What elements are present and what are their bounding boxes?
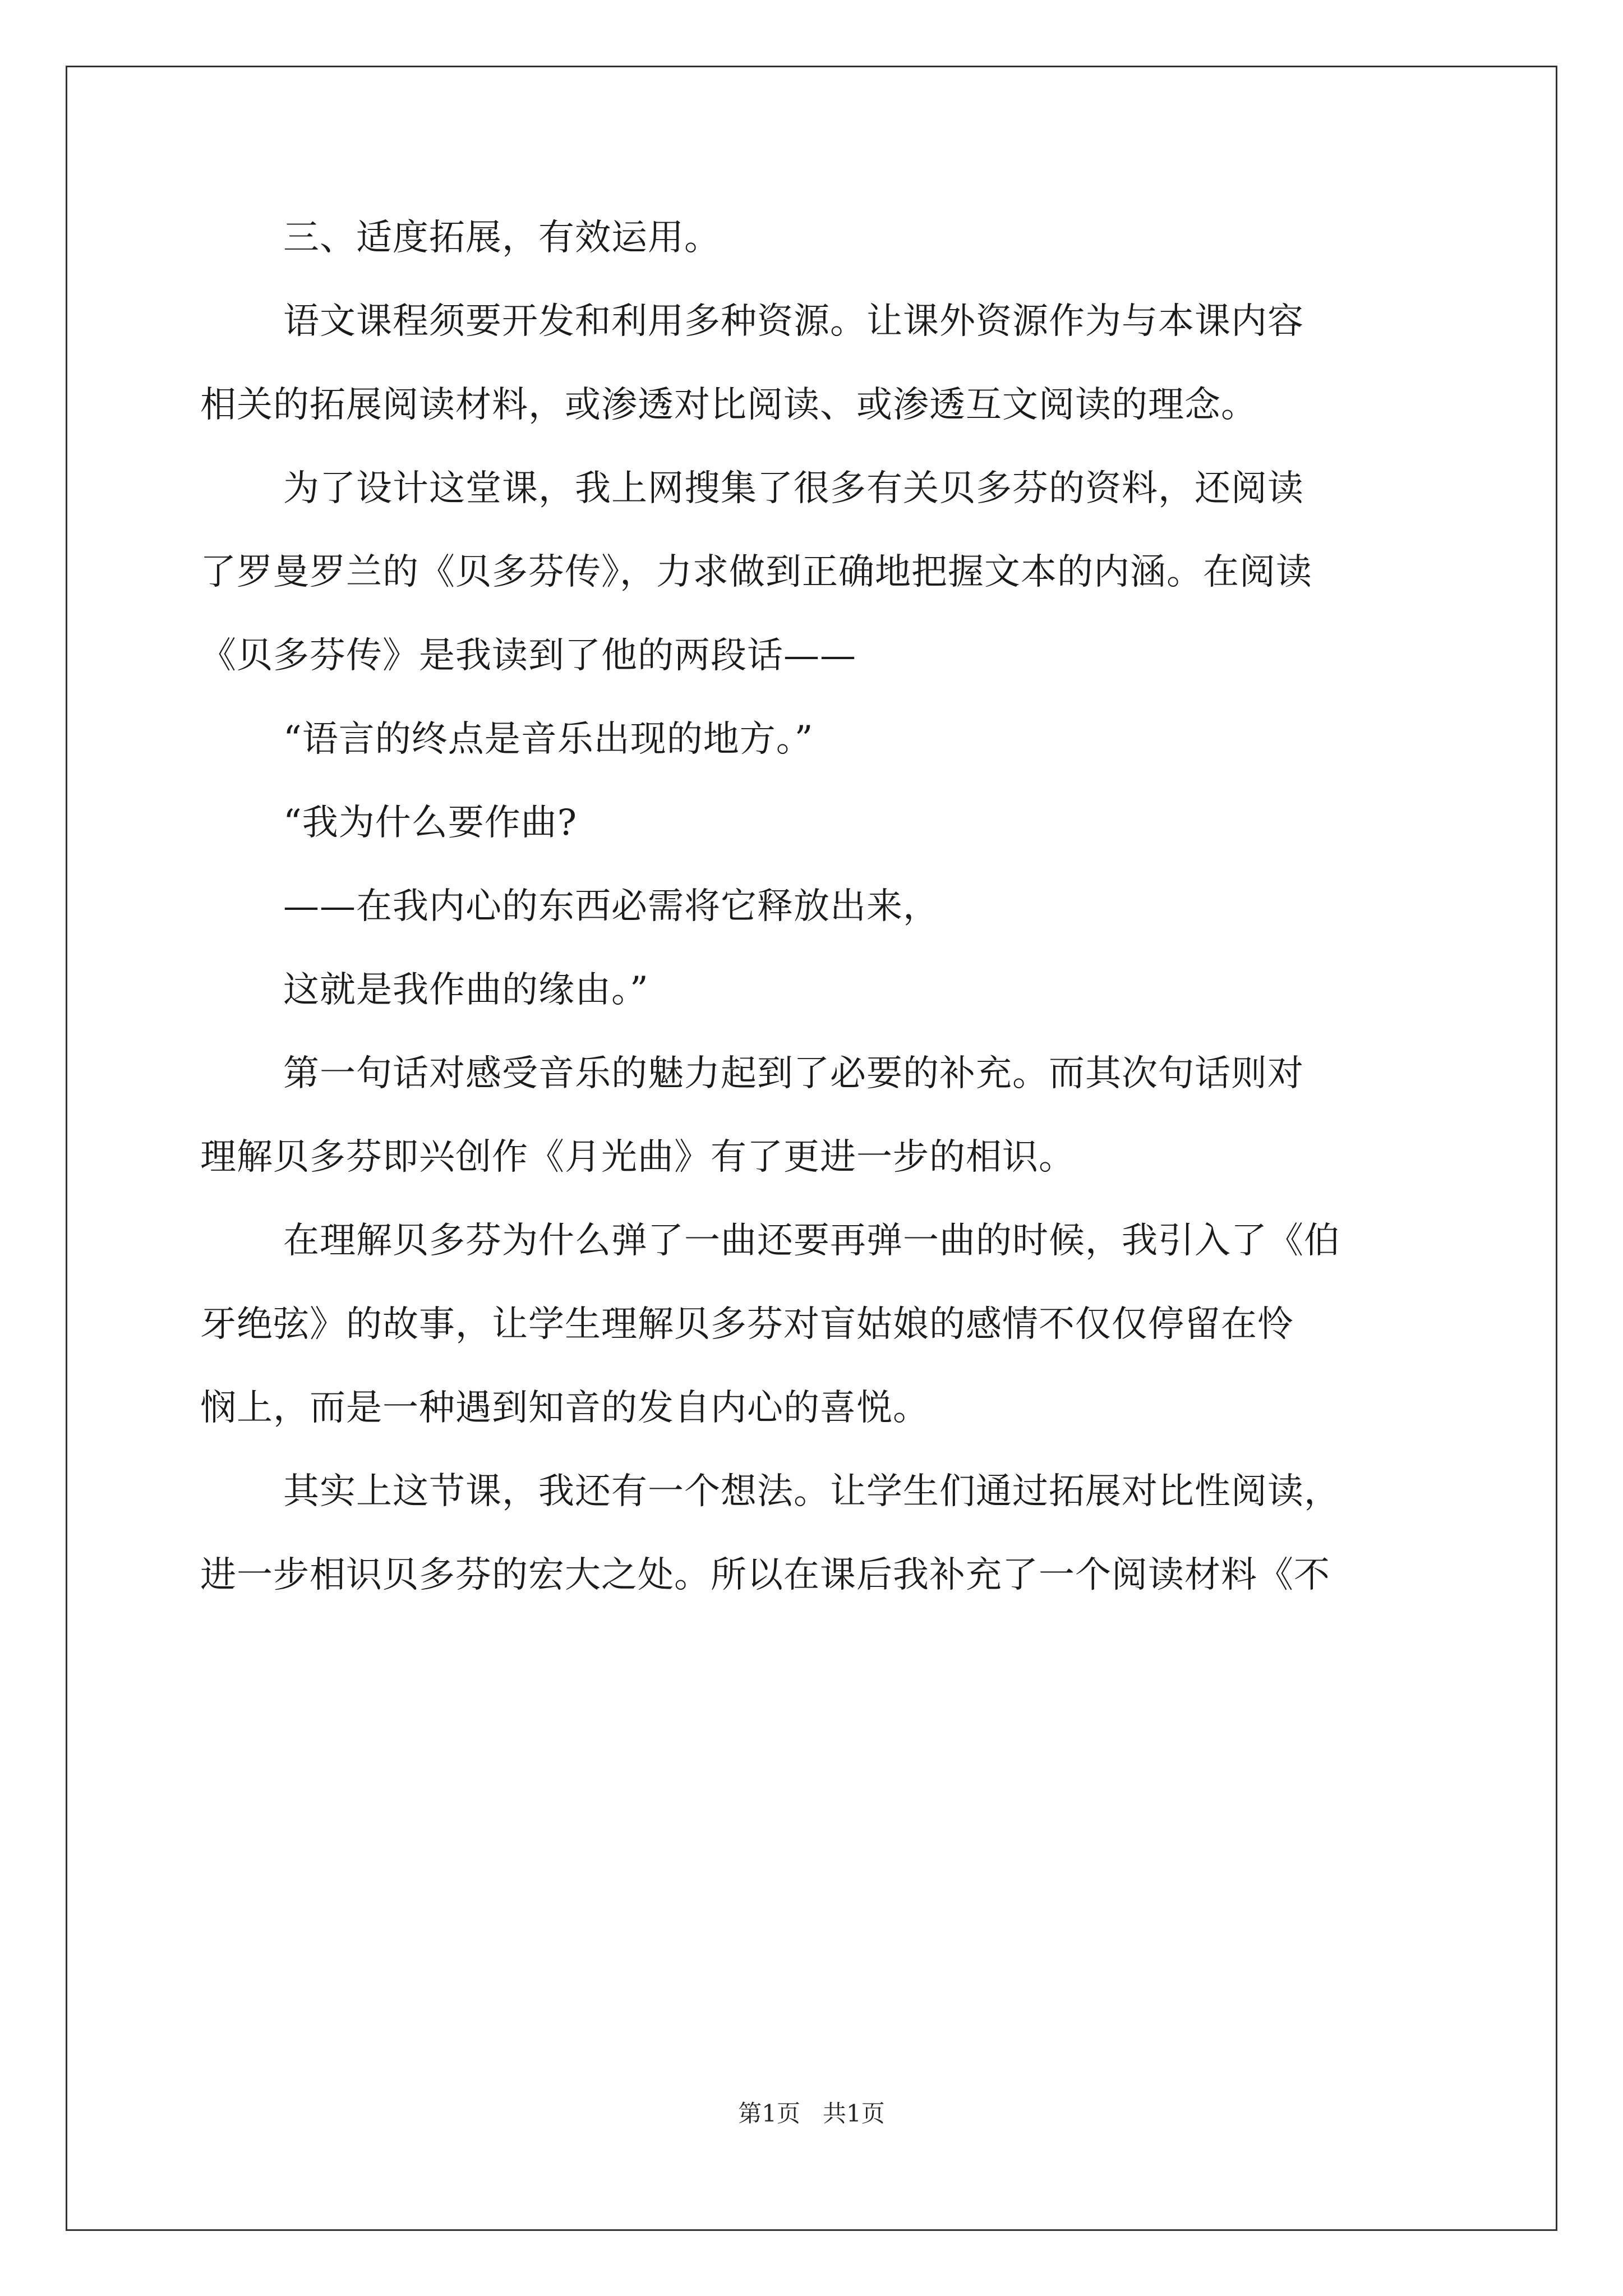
paragraph-line: 在理解贝多芬为什么弹了一曲还要再弹一曲的时候，我引入了《伯	[283, 1220, 1340, 1262]
paragraph-line: 《贝多芬传》是我读到了他的两段话——	[200, 635, 856, 677]
paragraph-line: 第一句话对感受音乐的魅力起到了必要的补充。而其次句话则对	[283, 1053, 1304, 1094]
paragraph-line: 理解贝多芬即兴创作《月光曲》有了更进一步的相识。	[200, 1137, 1075, 1178]
quote-line: ——在我内心的东西必需将它释放出来，	[283, 886, 939, 927]
page-footer	[0, 2097, 1623, 2131]
paragraph-line: 相关的拓展阅读材料，或渗透对比阅读、或渗透互文阅读的理念。	[200, 384, 1257, 426]
paragraph-line: 其实上这节课，我还有一个想法。让学生们通过拓展对比性阅读，	[283, 1471, 1340, 1512]
paragraph-line: 三、适度拓展，有效运用。	[283, 217, 721, 259]
quote-line: “我为什么要作曲?	[283, 802, 578, 844]
paragraph-line: 悯上，而是一种遇到知音的发自内心的喜悦。	[200, 1387, 929, 1429]
document-body	[200, 196, 1434, 1617]
quote-line: 这就是我作曲的缘由。”	[283, 969, 649, 1011]
paragraph-line: 为了设计这堂课，我上网搜集了很多有关贝多芬的资料，还阅读	[283, 468, 1304, 509]
paragraph-line: 进一步相识贝多芬的宏大之处。所以在课后我补充了一个阅读材料《不	[200, 1554, 1330, 1596]
paragraph-line: 牙绝弦》的故事，让学生理解贝多芬对盲姑娘的感情不仅仅停留在怜	[200, 1304, 1294, 1345]
page-number: 第1页	[738, 2100, 800, 2127]
paragraph-line: 了罗曼罗兰的《贝多芬传》，力求做到正确地把握文本的内涵。在阅读	[200, 551, 1312, 593]
quote-line: “语言的终点是音乐出现的地方。”	[283, 719, 814, 760]
page-total: 共1页	[823, 2100, 885, 2127]
paragraph-line: 语文课程须要开发和利用多种资源。让课外资源作为与本课内容	[283, 301, 1304, 342]
